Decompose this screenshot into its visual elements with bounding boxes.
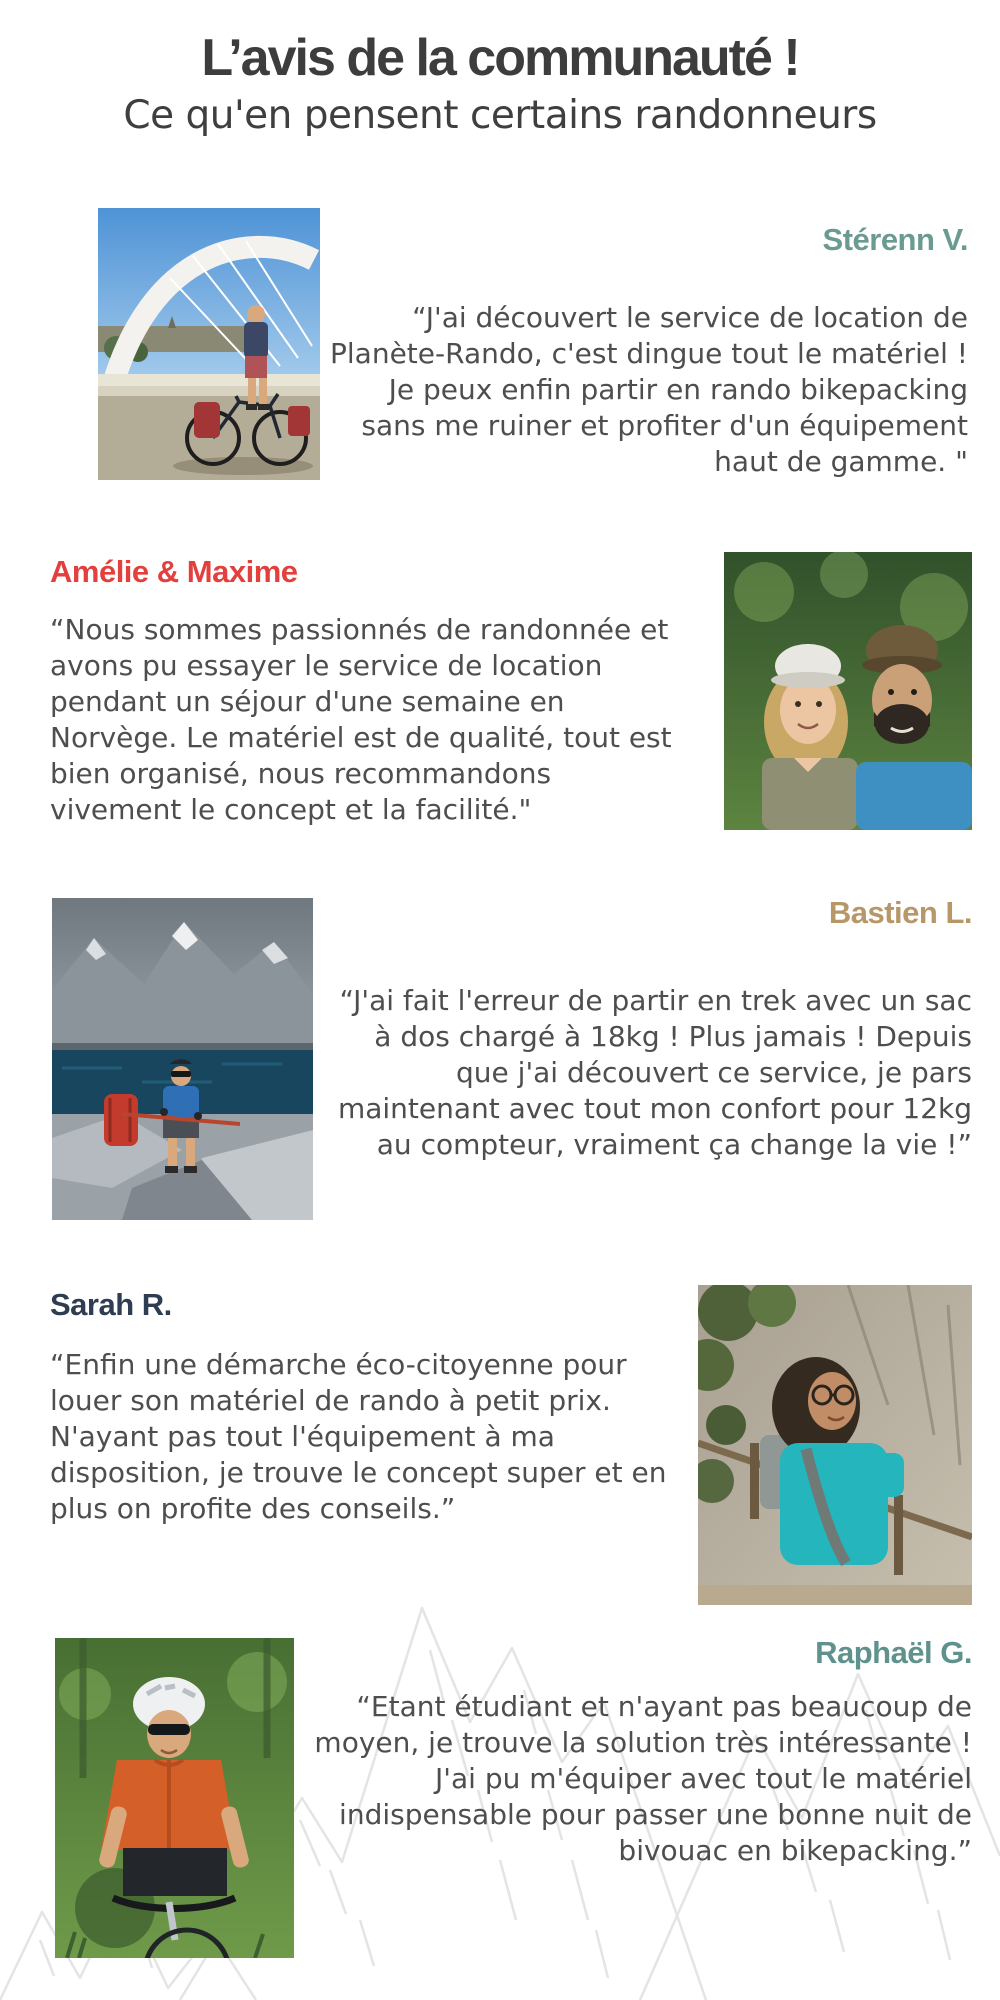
testimonial-sterenn	[0, 208, 1000, 498]
reviewer-name: Raphaël G.	[815, 1635, 972, 1670]
testimonial-quote: “J'ai découvert le service de location de Planète-Rando, c'est dingue tout le matériel ! Je peux enfin partir en rando bikepacking sans me ruiner et profiter d'un équipement haut de gamme. "	[330, 301, 968, 478]
photo-man-with-touring-bike	[98, 208, 320, 480]
reviewer-name: Bastien L.	[828, 895, 972, 930]
testimonial-quote: “Nous sommes passionnés de randonnée et avons pu essayer le service de location pendant un séjour d'une semaine en Norvège. Le matériel est de qualité, tout est bien organisé, nous recommandons vivement le concept et la facilité."	[50, 613, 672, 826]
reviewer-name: Stérenn V.	[822, 222, 968, 257]
page-header	[0, 30, 1000, 138]
page-title: L’avis de la communauté !	[201, 29, 799, 87]
testimonial-quote: “Etant étudiant et n'ayant pas beaucoup de moyen, je trouve la solution très intéressante ! J'ai pu m'équiper avec tout le matériel indispensable pour passer une bonne nuit de bivouac en bikepacking.”	[314, 1690, 972, 1867]
testimonial-quote: “J'ai fait l'erreur de partir en trek avec un sac à dos chargé à 18kg ! Plus jamais ! Depuis que j'ai découvert ce service, je pars maintenant avec tout mon confort pour 12kg au compteur, vraiment ça change la vie !”	[337, 984, 972, 1161]
photo-hiker-woman-turquoise	[698, 1285, 972, 1605]
page-subtitle: Ce qu'en pensent certains randonneurs	[123, 93, 877, 139]
reviewer-name: Amélie & Maxime	[50, 554, 298, 589]
testimonial-bastien	[0, 895, 1000, 1225]
testimonial-amelie-maxime	[0, 552, 1000, 842]
photo-hiking-couple	[724, 552, 972, 830]
testimonial-sarah	[0, 1285, 1000, 1615]
photo-cyclist-orange-shirt	[55, 1638, 294, 1958]
photo-hiker-mountain-lake	[52, 898, 313, 1220]
testimonial-raphael	[0, 1635, 1000, 1965]
testimonial-quote: “Enfin une démarche éco-citoyenne pour louer son matériel de rando à petit prix. N'ayant pas tout l'équipement à ma disposition, je trouve le concept super et en plus on profite des conseils.”	[50, 1348, 667, 1525]
reviewer-name: Sarah R.	[50, 1287, 172, 1322]
